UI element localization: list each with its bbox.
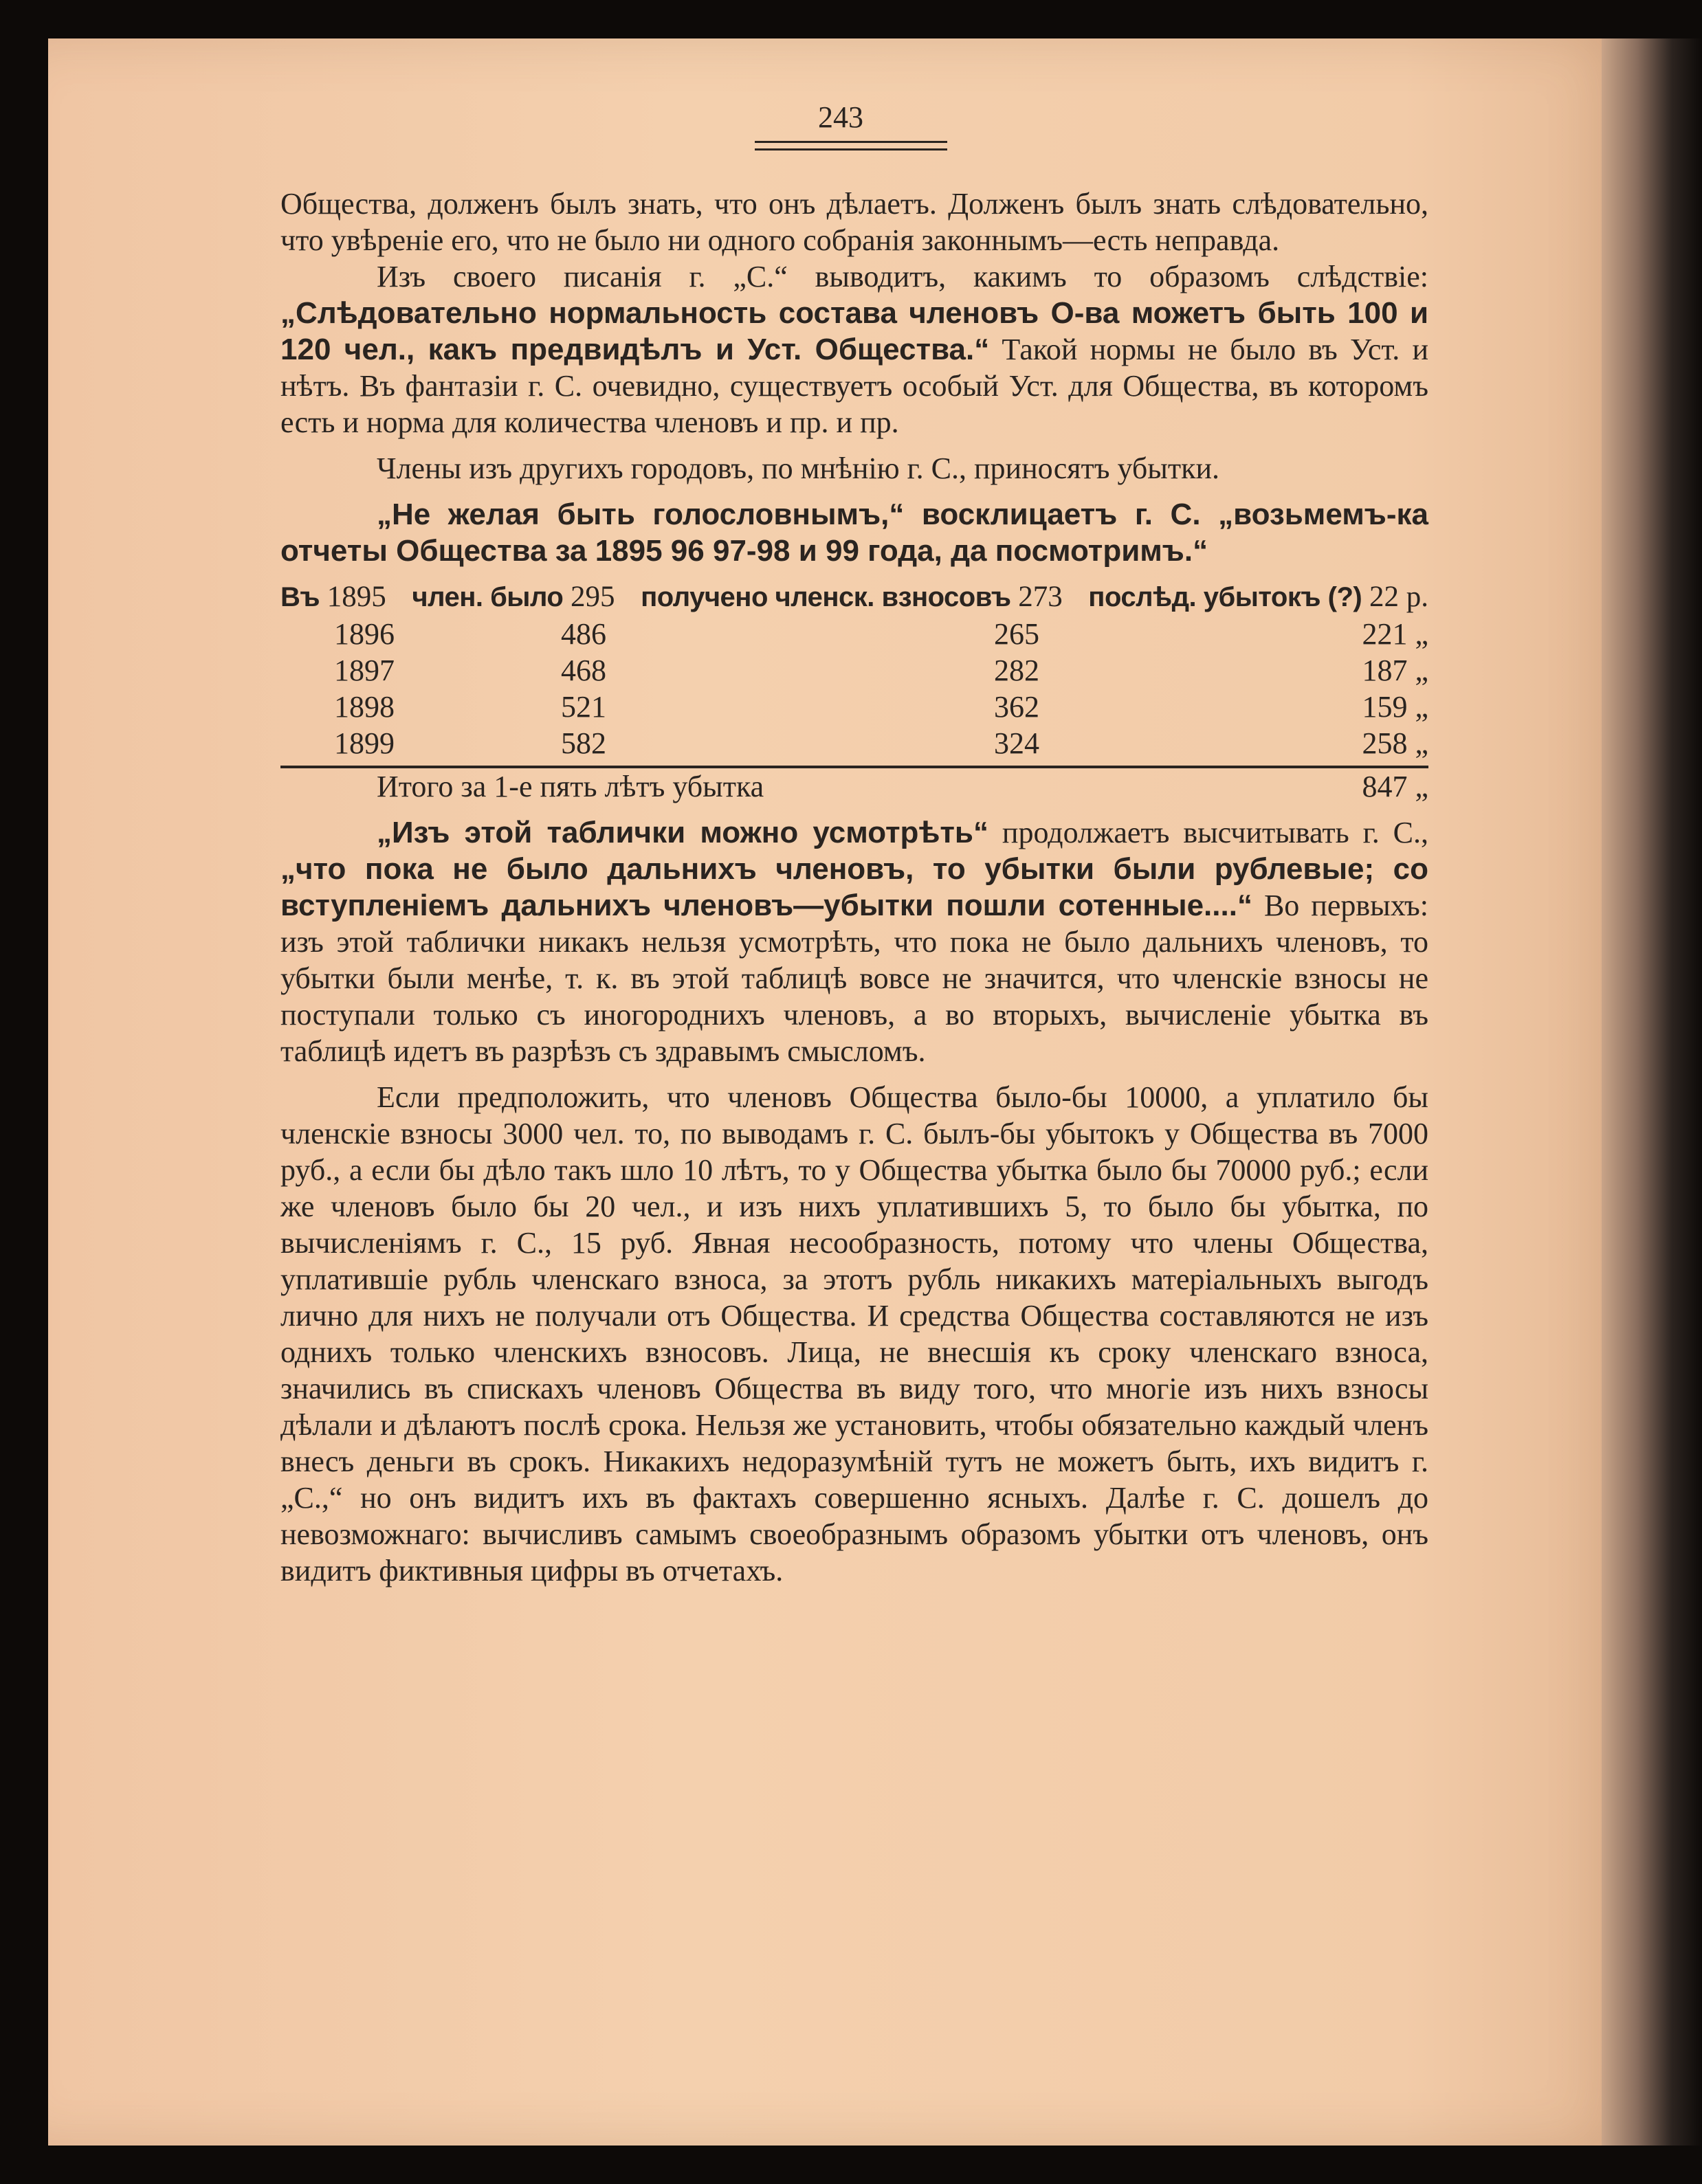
table-head-loss: 22 р. <box>1369 581 1428 613</box>
paragraph-2-quote: „Слѣдовательно нормальность состава членовъ О-ва можетъ быть 100 и 120 чел., какъ предвидѣлъ и Уст. Общества.“ <box>280 296 1428 366</box>
table-row <box>280 689 1428 725</box>
header-rule <box>755 141 947 151</box>
row-loss: 258 „ <box>1362 726 1428 760</box>
row-fees: 324 <box>994 726 1039 760</box>
row-loss: 159 „ <box>1362 690 1428 724</box>
table-head-members-label: член. было <box>412 582 564 612</box>
paragraph-3: Члены изъ другихъ городовъ, по мнѣнію г. С., приносятъ убытки. <box>377 452 1220 485</box>
page-edge-shadow <box>1602 38 1702 2146</box>
table-row <box>280 652 1428 689</box>
total-label: Итого за 1-е пять лѣтъ убытка <box>377 770 764 803</box>
table-head-loss-label: послѣд. убытокъ (?) <box>1088 582 1362 612</box>
row-members: 521 <box>561 690 606 724</box>
row-year: 1898 <box>334 690 395 724</box>
table-head-prefix: Въ <box>280 582 320 612</box>
paragraph-2-rest: Такой нормы не было въ Уст. и нѣтъ. Въ фантазіи г. С. очевидно, существуетъ особый Уст. для Общества, въ которомъ есть и норма для количества членовъ и пр. и пр. <box>280 333 1428 439</box>
page-body <box>280 186 1428 1589</box>
table-head-fees: 273 <box>1018 581 1063 613</box>
table-row <box>280 616 1428 652</box>
row-fees: 362 <box>994 690 1039 724</box>
paragraph-5-text-2: Во первыхъ: изъ этой таблички никакъ нельзя усмотрѣть, что пока не было дальнихъ членовъ, то убытки были менѣе, т. к. въ этой таблицѣ вовсе не значится, что членскіе взносы не поступали только съ иногороднихъ членовъ, а во вторыхъ, вычисленіе убытка въ таблицѣ идетъ въ разрѣзъ съ здравымъ смысломъ. <box>280 889 1429 1068</box>
paragraph-1: Общества, долженъ былъ знать, что онъ дѣлаетъ. Долженъ былъ знать слѣдовательно, что увѣреніе его, что не было ни одного собранія законнымъ—есть неправда. <box>280 187 1428 257</box>
row-year: 1897 <box>334 654 395 687</box>
paragraph-5-text-1: продолжаетъ высчитывать г. С., <box>1002 816 1429 849</box>
row-year: 1896 <box>334 617 395 651</box>
table-row <box>280 725 1428 761</box>
row-fees: 265 <box>994 617 1039 651</box>
losses-table <box>280 616 1428 761</box>
table-head-year: 1895 <box>327 581 386 613</box>
paragraph-6: Если предположить, что членовъ Общества было-бы 10000, а уплатило бы членскіе взносы 3000 чел. то, по выводамъ г. С. былъ-бы убытокъ у Общества въ 7000 руб., а если бы дѣло такъ шло 10 лѣтъ, то у Общества убытка было бы 70000 руб.; если же членовъ было бы 20 чел., и изъ нихъ уплатившихъ 5, то было бы убытка, по вычисленіямъ г. С., 15 руб. Явная несообразность, потому что члены Общества, уплатившіе рубль членскаго взноса, за этотъ рубль никакихъ матеріальныхъ выгодъ лично для нихъ не получали отъ Общества. И средства Общества составляются не изъ однихъ только членскихъ взносовъ. Лица, не внесшія къ сроку членскаго взноса, значились въ спискахъ членовъ Общества въ виду того, что многіе изъ нихъ взносы дѣлали и дѣлаютъ послѣ срока. Нельзя же установить, чтобы обязательно каждый членъ внесъ деньги въ срокъ. Никакихъ недоразумѣній тутъ не можетъ быть, ихъ видитъ г. „С.,“ но онъ видитъ ихъ въ фактахъ совершенно ясныхъ. Далѣе г. С. дошелъ до невозможнаго: вычисливъ самымъ своеобразнымъ образомъ убытки отъ членовъ, онъ видитъ фиктивныя цифры въ отчетахъ. <box>280 1080 1428 1587</box>
paragraph-4-quote: „Не желая быть голословнымъ,“ восклицаетъ г. С. „возьмемъ-ка отчеты Общества за 1895 96 97-98 и 99 года, да посмотримъ.“ <box>280 498 1428 568</box>
table-total-row <box>280 766 1428 805</box>
paragraph-5-quote-1: „Изъ этой таблички можно усмотрѣть“ <box>377 816 988 849</box>
paragraph-2-lead: Изъ своего писанія г. „С.“ выводитъ, какимъ то образомъ слѣдствіе: <box>377 260 1428 293</box>
row-members: 468 <box>561 654 606 687</box>
table-head-members: 295 <box>571 581 615 613</box>
row-loss: 221 „ <box>1362 617 1428 651</box>
page-number: 243 <box>818 100 863 134</box>
paragraph-5-quote-2: „что пока не было дальнихъ членовъ, то убытки были рублевые; со вступленіемъ дальнихъ членовъ—убытки пошли сотенные....“ <box>280 852 1428 922</box>
paragraph-2 <box>280 258 1428 441</box>
table-head-row <box>280 579 1428 616</box>
row-members: 582 <box>561 726 606 760</box>
paragraph-5 <box>280 814 1428 1069</box>
table-head-fees-label: получено членск. взносовъ <box>641 582 1011 612</box>
row-year: 1899 <box>334 726 395 760</box>
total-value: 847 „ <box>1362 770 1428 803</box>
row-fees: 282 <box>994 654 1039 687</box>
row-members: 486 <box>561 617 606 651</box>
row-loss: 187 „ <box>1362 654 1428 687</box>
